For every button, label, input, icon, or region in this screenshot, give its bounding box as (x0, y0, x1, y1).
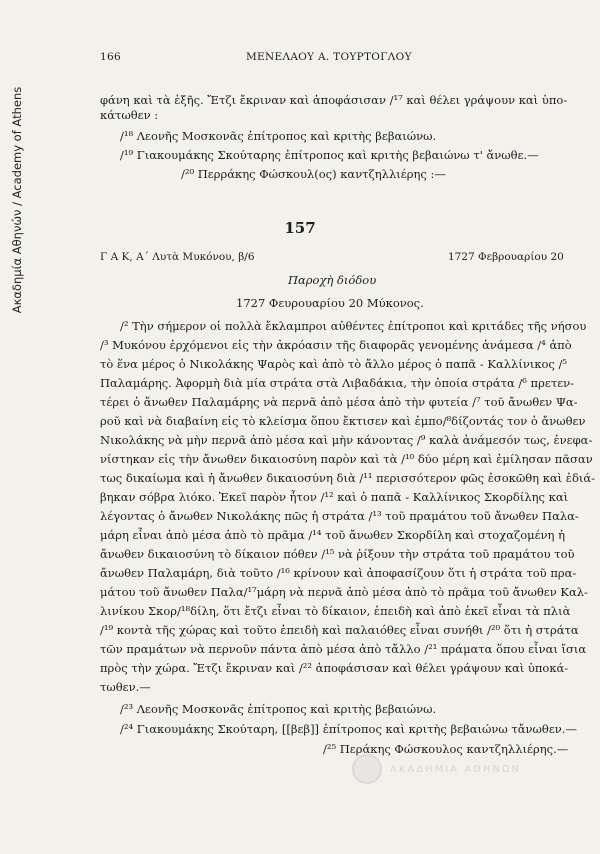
previous-signature: /¹⁹ Γιακουμάκης Σκούταρης ἐπίτροπος καὶ κριτὴς βεβαιώνω τ' ἄνωθε.— (120, 148, 539, 162)
running-title: ΜΕΝΕΛΑΟΥ Α. ΤΟΥΡΤΟΓΛΟΥ (246, 51, 412, 63)
signature-line: /²⁵ Περάκης Φώσκουλος καντζηλλιέρης.— (323, 742, 569, 756)
dateline: 1727 Φευρουαρίου 20 Μύκονος. (236, 296, 424, 310)
body-line: τέρει ὁ ἄνωθεν Παλαμάρης νὰ περνᾶ ἀπὸ μέσα ἀπὸ τὴν φυτεία /⁷ τοῦ ἄνωθεν Ψα- (100, 395, 578, 409)
academy-seal-icon (352, 754, 382, 784)
previous-text-line: κάτωθεν : (100, 108, 159, 122)
body-line: τως δικαίωμα καὶ ἡ ἄνωθεν δικαιοσύνη διὰ /¹¹ περισσότερον φῶς ἐσοκῶθη καὶ ἐδιά- (100, 471, 596, 485)
body-line: πρὸς τὴν χώρα. Ἔτζι ἔκριναν καὶ /²² ἀποφάσισαν καὶ θέλει γράψουν καὶ ὑποκά- (100, 661, 569, 675)
body-line: μάτου τοῦ ἄνωθεν Παλα/¹⁷μάρη νὰ περνᾶ ἀπὸ μέσα ἀπὸ τὸ πρᾶμα τοῦ ἄνωθεν Καλ- (100, 585, 588, 599)
body-line: /² Τὴν σήμερον οἱ πολλὰ ἔκλαμπροι αὐθέντες ἐπίτροποι καὶ κριτάδες τῆς νήσου (120, 319, 587, 333)
academy-credit-sidebar (6, 40, 28, 360)
body-line: τὸ ἕνα μέρος ὁ Νικολάκης Ψαρὸς καὶ ἀπὸ τὸ ἄλλο μέρος ὁ παπᾶ - Καλλίνικος /⁵ (100, 357, 568, 371)
previous-signature: /²⁰ Περράκης Φώσκουλ(ος) καντζηλλιέρης :— (181, 167, 446, 181)
previous-text-line: φάνη καὶ τὰ ἑξῆς. Ἔτζι ἔκριναν καὶ ἀποφάσισαν /¹⁷ καὶ θέλει γράψουν καὶ ὑπο- (100, 93, 568, 107)
body-line: νίστηκαν εἰς τὴν ἄνωθεν δικαιοσύνη παρὸν καὶ τὰ /¹⁰ δύο μέρη καὶ ἐμίλησαν πᾶσαν (100, 452, 593, 466)
page-number: 166 (100, 51, 121, 63)
body-line: Νικολάκης νὰ μὴν περνᾶ ἀπὸ μέσα καὶ μὴν κάνοντας /⁹ καλὰ ἀνάμεσόν τως, ἐνεφα- (100, 433, 593, 447)
signature-line: /²³ Λεονῆς Μοσκονᾶς ἐπίτροπος καὶ κριτὴς βεβαιώνω. (120, 702, 437, 716)
previous-signature: /¹⁸ Λεονῆς Μοσκονᾶς ἐπίτροπος καὶ κριτὴς βεβαιώνω. (120, 129, 437, 143)
body-line: ἄνωθεν δικαιοσύνη τὸ δίκαιον πόθεν /¹⁵ νὰ ῥίξουν τὴν στράτα τοῦ πραμάτου τοῦ (100, 547, 575, 561)
watermark-text: ΑΚΑΔΗΜΙΑ ΑΘΗΝΩΝ (390, 763, 522, 775)
body-line: /³ Μυκόνου ἐρχόμενοι εἰς τὴν ἀκρόασιν τῆς διαφορᾶς γενομένης ἀνάμεσα /⁴ ἀπὸ (100, 338, 572, 352)
body-line: μάρη εἶναι ἀπὸ μέσα ἀπὸ τὸ πρᾶμα /¹⁴ τοῦ ἄνωθεν Σκορδίλη καὶ στοχαζομένη ἡ (100, 528, 565, 542)
body-line: /¹⁹ κοντὰ τῆς χώρας καὶ τοῦτο ἐπειδὴ καὶ παλαιόθες εἶναι συνήθι /²⁰ ὅτι ἡ στράτα (100, 623, 579, 637)
academy-watermark (352, 753, 592, 785)
body-line: τῶν πραμάτων νὰ περνοῦν πάντα ἀπὸ μέσα ἀπὸ τἄλλο /²¹ πράματα ὅπου εἶναι ἴσια (100, 642, 587, 656)
body-line: λινίκου Σκορ/¹⁸δίλη, ὅτι ἔτζι εἶναι τὸ δίκαιον, ἐπειδὴ καὶ ἀπὸ ἐκεῖ εἶναι τὰ πλιὰ (100, 604, 571, 618)
body-line: Παλαμάρης. Ἀφορμὴ διὰ μία στράτα στὰ Λιβαδάκια, τὴν ὁποία στράτα /⁶ πρετεν- (100, 376, 575, 390)
body-line: λέγοντας ὁ ἄνωθεν Νικολάκης πῶς ἡ στράτα /¹³ τοῦ πραμάτου τοῦ ἄνωθεν Παλα- (100, 509, 579, 523)
signature-line: /²⁴ Γιακουμάκης Σκούταρη, [[βεβ]] ἐπίτροπος καὶ κριτὴς βεβαιώνω τἄνωθεν.— (120, 722, 577, 736)
document-number: 157 (284, 219, 316, 237)
body-line: ροῦ καὶ νὰ διαβαίνη εἰς τὸ κλείσμα ὅπου ἔκτισεν καὶ ἐμπο/⁸δίζοντάς τον ὁ ἄνωθεν (100, 414, 586, 428)
body-line: ἄνωθεν Παλαμάρη, διὰ τοῦτο /¹⁶ κρίνουν καὶ ἀποφασίζουν ὅτι ἡ στράτα τοῦ πρα- (100, 566, 577, 580)
body-line: τωθεν.— (100, 680, 151, 694)
document-date: 1727 Φεβρουαρίου 20 (448, 251, 564, 263)
archive-source: Γ Α Κ, Α΄ Λυτὰ Μυκόνου, β/6 (100, 251, 255, 263)
academy-credit-text: Ακαδημία Αθηνών / Academy of Athens (10, 86, 25, 314)
document-title: Παροχὴ διόδου (288, 273, 377, 287)
body-line: βηκαν σόβρα λιόκο. Ἐκεῖ παρὸν ἦτον /¹² καὶ ὁ παπᾶ - Καλλίνικος Σκορδίλης καὶ (100, 490, 569, 504)
